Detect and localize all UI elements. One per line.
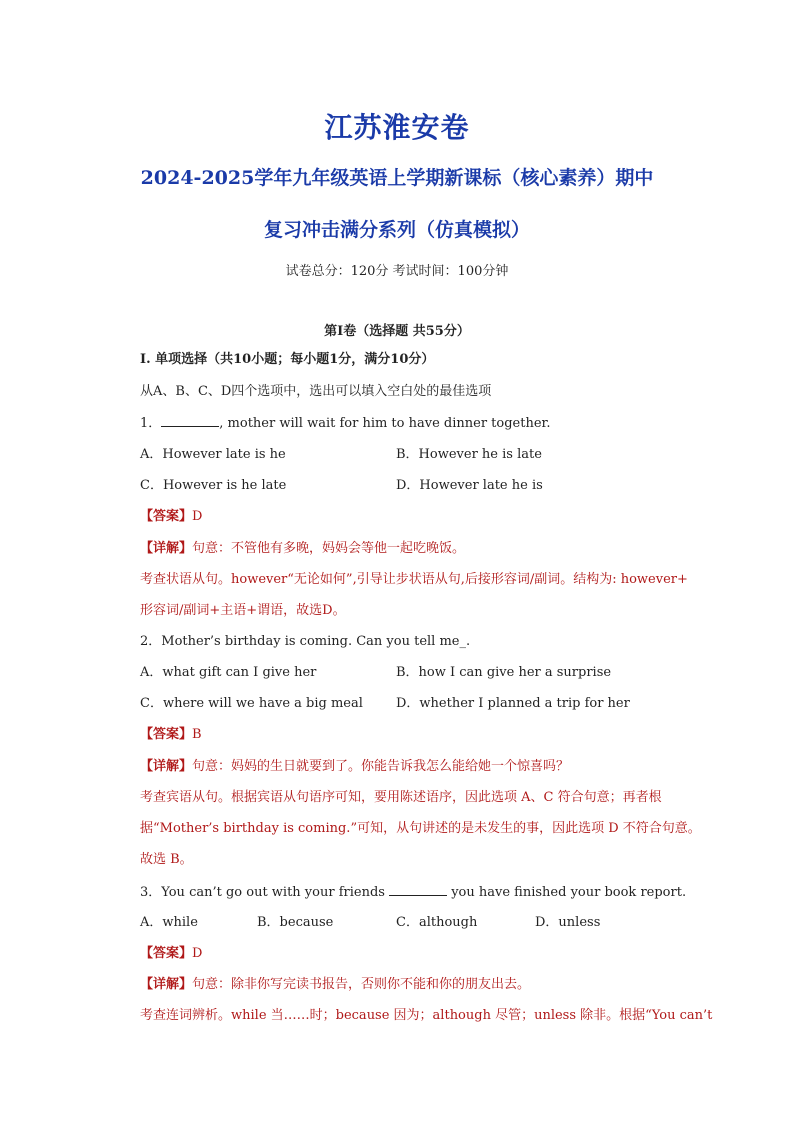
answer-value: D: [192, 509, 203, 524]
section-title: 第Ⅰ卷（选择题 共55分）: [324, 324, 470, 339]
question-2-answer: [140, 726, 202, 744]
question-text-after: you have finished your book report.: [447, 885, 687, 900]
question-number: 2．: [140, 634, 162, 649]
question-1-explain-line-1: 考查状语从句。however“无论如何”,引导让步状语从句,后接形容词/副词。结构为: however+: [140, 572, 688, 587]
question-1-explain: [140, 540, 465, 558]
question-text: , mother will wait for him to have dinner together.: [219, 416, 551, 431]
explain-label: 【详解】: [140, 759, 193, 774]
question-text: Mother’s birthday is coming. Can you tell me_.: [161, 634, 471, 649]
explain-text: 句意：不管他有多晚，妈妈会等他一起吃晚饭。: [192, 541, 466, 556]
answer-label: 【答案】: [140, 727, 193, 742]
answer-label: 【答案】: [140, 946, 193, 961]
exam-subtitle-line1: 2024-2025学年九年级英语上学期新课标（核心素养）期中: [140, 167, 654, 189]
answer-value: D: [192, 946, 203, 961]
question-1-option-b: B．However he is late: [396, 447, 542, 462]
question-3-option-c: C．although: [396, 915, 478, 930]
answer-blank: [161, 414, 219, 427]
instruction: 从A、B、C、D四个选项中，选出可以填入空白处的最佳选项: [140, 384, 492, 399]
explain-label: 【详解】: [140, 977, 193, 992]
question-text-before: You can’t go out with your friends: [161, 885, 390, 900]
answer-value: B: [192, 727, 202, 742]
part-heading: Ⅰ. 单项选择（共10小题；每小题1分，满分10分）: [140, 352, 435, 367]
question-2-explain-line-3: 故选 B。: [140, 852, 193, 867]
question-3-explain: [140, 976, 530, 994]
question-2-option-a: A．what gift can I give her: [140, 665, 317, 680]
question-2-stem: [140, 633, 470, 651]
question-2-option-c: C．where will we have a big meal: [140, 696, 363, 711]
question-1-stem: [140, 414, 550, 433]
question-number: 3．: [140, 885, 162, 900]
exam-subtitle-line2: 复习冲击满分系列（仿真模拟）: [263, 219, 530, 241]
answer-blank: [389, 883, 447, 896]
exam-meta: 试卷总分：120分 考试时间：100分钟: [285, 264, 509, 279]
question-3-stem: [140, 883, 686, 902]
question-number: 1．: [140, 416, 162, 431]
question-2-option-d: D．whether I planned a trip for her: [396, 696, 630, 711]
explain-text: 句意：妈妈的生日就要到了。你能告诉我怎么能给她一个惊喜吗？: [192, 759, 570, 774]
question-2-explain: [140, 758, 569, 776]
explain-label: 【详解】: [140, 541, 193, 556]
question-3-option-b: B．because: [257, 915, 334, 930]
question-3-explain-line-1: 考查连词辨析。while 当……时；because 因为；although 尽管；unless 除非。根据“You can’t: [140, 1008, 713, 1023]
question-1-option-d: D．However late he is: [396, 478, 543, 493]
question-2-explain-line-2: 据“Mother’s birthday is coming.”可知，从句讲述的是未发生的事，因此选项 D 不符合句意。: [140, 821, 701, 836]
answer-label: 【答案】: [140, 509, 193, 524]
question-3-option-d: D．unless: [535, 915, 601, 930]
question-3-option-a: A．while: [140, 915, 198, 930]
question-1-explain-line-2: 形容词/副词+主语+谓语，故选D。: [140, 603, 346, 618]
question-1-answer: [140, 508, 202, 526]
question-1-option-a: A．However late is he: [140, 447, 286, 462]
question-2-explain-line-1: 考查宾语从句。根据宾语从句语序可知，要用陈述语序，因此选项 A、C 符合句意；再者根: [140, 790, 662, 805]
exam-title: 江苏淮安卷: [324, 111, 470, 144]
question-2-option-b: B．how I can give her a surprise: [396, 665, 612, 680]
question-1-option-c: C．However is he late: [140, 478, 287, 493]
question-3-answer: [140, 945, 202, 963]
explain-text: 句意：除非你写完读书报告，否则你不能和你的朋友出去。: [192, 977, 531, 992]
